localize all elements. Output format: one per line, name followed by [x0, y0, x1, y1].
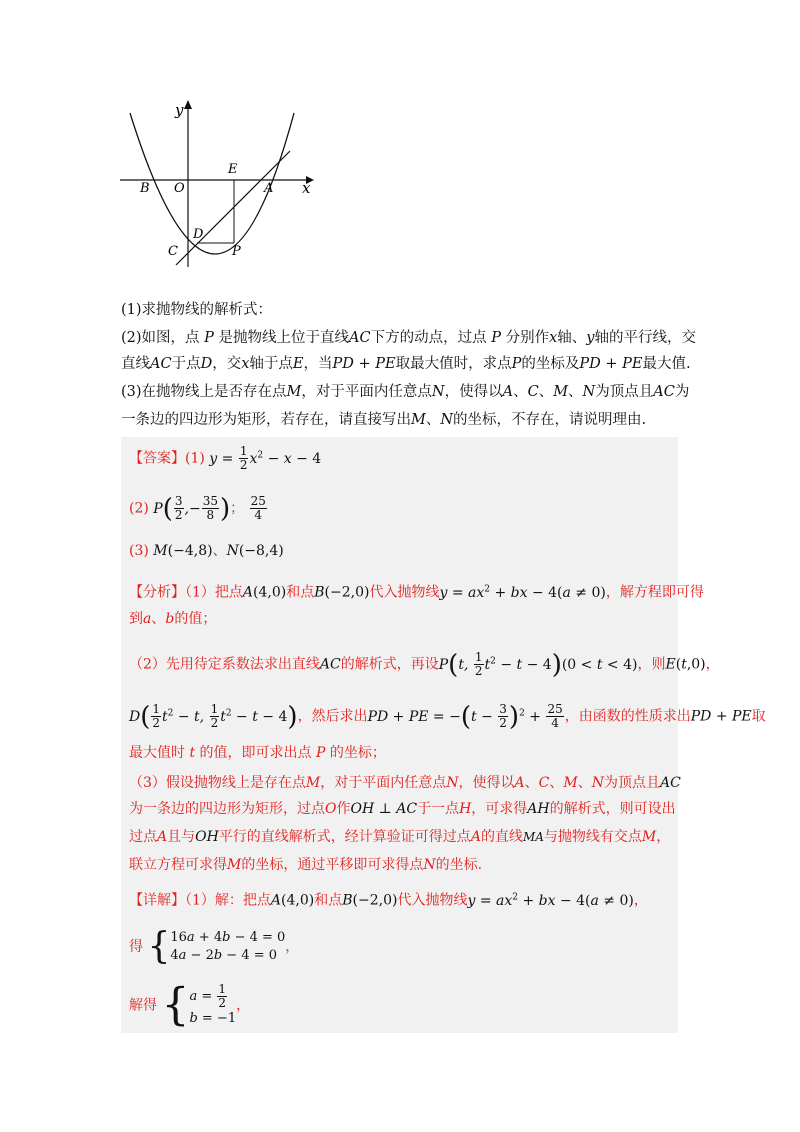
analysis-line-9: 联立方程可求得M的坐标，通过平移即可求得点N的坐标. [129, 857, 483, 873]
question-2-line-2: 直线AC于点D，交x轴于点E，当PD + PE取最大值时，求点P的坐标及PD + PE最大值. [121, 356, 691, 372]
label-a: A [264, 181, 274, 196]
answer-1: 【答案】(1) y = $\frac{1}{2}$ $x^2 - x - 4$ [129, 444, 322, 473]
analysis-line-6: （3）假设抛物线上是存在点M，对于平面内任意点N，使得以A、C、M、N为顶点且AC [129, 775, 681, 791]
analysis-line-7: 为一条边的四边形为矩形，过点O作OH ⊥ AC于一点H，可求得AH的解析式，则可设出 [129, 801, 676, 817]
detail-line-2: 得 { 16a + 4b − 4 = 0 4a − 2b − 4 = 0 ， [129, 926, 300, 967]
analysis-line-1: 【分析】（1）把点A(4,0)和点B(−2,0)代入抛物线$y = ax^2$ + bx − 4(a ≠ 0)，解方程即可得 [129, 584, 704, 601]
label-o: O [174, 181, 185, 196]
label-c: C [168, 244, 178, 259]
label-x: x [302, 179, 311, 197]
question-3-line-2: 一条边的四边形为矩形，若存在，请直接写出M、N的坐标，不存在，请说明理由. [121, 412, 647, 428]
detail-line-3: 解得 { a = $\frac{1}{2}$ b = −1 ， [129, 979, 251, 1031]
question-2-line-1: (2)如图，点 P 是抛物线上位于直线AC下方的动点，过点 P 分别作x轴、y轴的平行线，交 [121, 330, 696, 346]
label-p: P [232, 244, 241, 259]
answer-2: (2) P( $\frac{3}{2}$ ,− $\frac{35}{8}$ )； $\frac{25}{4}$ [129, 493, 266, 524]
analysis-line-8: 过点A且与OH平行的直线解析式，经计算验证可得过点A的直线MA与抛物线有交点M， [129, 829, 671, 845]
label-y: y [175, 101, 184, 119]
parabola-figure [118, 95, 318, 270]
label-e: E [228, 162, 238, 177]
answer-box [121, 437, 766, 1033]
answer-3: (3) M(−4,8)、N(−8,4) [129, 543, 284, 559]
analysis-line-4: D( $\frac{1}{2}$ $t^2 - t$, $\frac{1}{2}$ $t^2 - t - 4$)，然后求出PD + PE = −(t − $\frac{3}{2}$ )$^2$ + $\frac{25}{4}$ ，由函数的性质求出PD + PE取 [129, 701, 766, 732]
label-b: B [140, 181, 150, 196]
analysis-line-3: （2）先用待定系数法求出直线AC的解析式，再设P(t, $\frac{1}{2}$ $t^2 - t - 4)(0 < t < 4)$，则E(t,0)， [129, 649, 720, 680]
question-1: (1)求抛物线的解析式： [121, 302, 273, 318]
detail-line-1: 【详解】（1）解：把点A(4,0)和点B(−2,0)代入抛物线$y = ax^2$ + bx − 4(a ≠ 0)， [129, 892, 648, 909]
label-d: D [193, 227, 204, 242]
analysis-line-2: 到a、b的值； [129, 611, 217, 627]
analysis-line-5: 最大值时 t 的值，即可求出点 P 的坐标； [129, 745, 386, 761]
question-3-line-1: (3)在抛物线上是否存在点M，对于平面内任意点N，使得以A、C、M、N为顶点且AC为 [121, 384, 690, 400]
